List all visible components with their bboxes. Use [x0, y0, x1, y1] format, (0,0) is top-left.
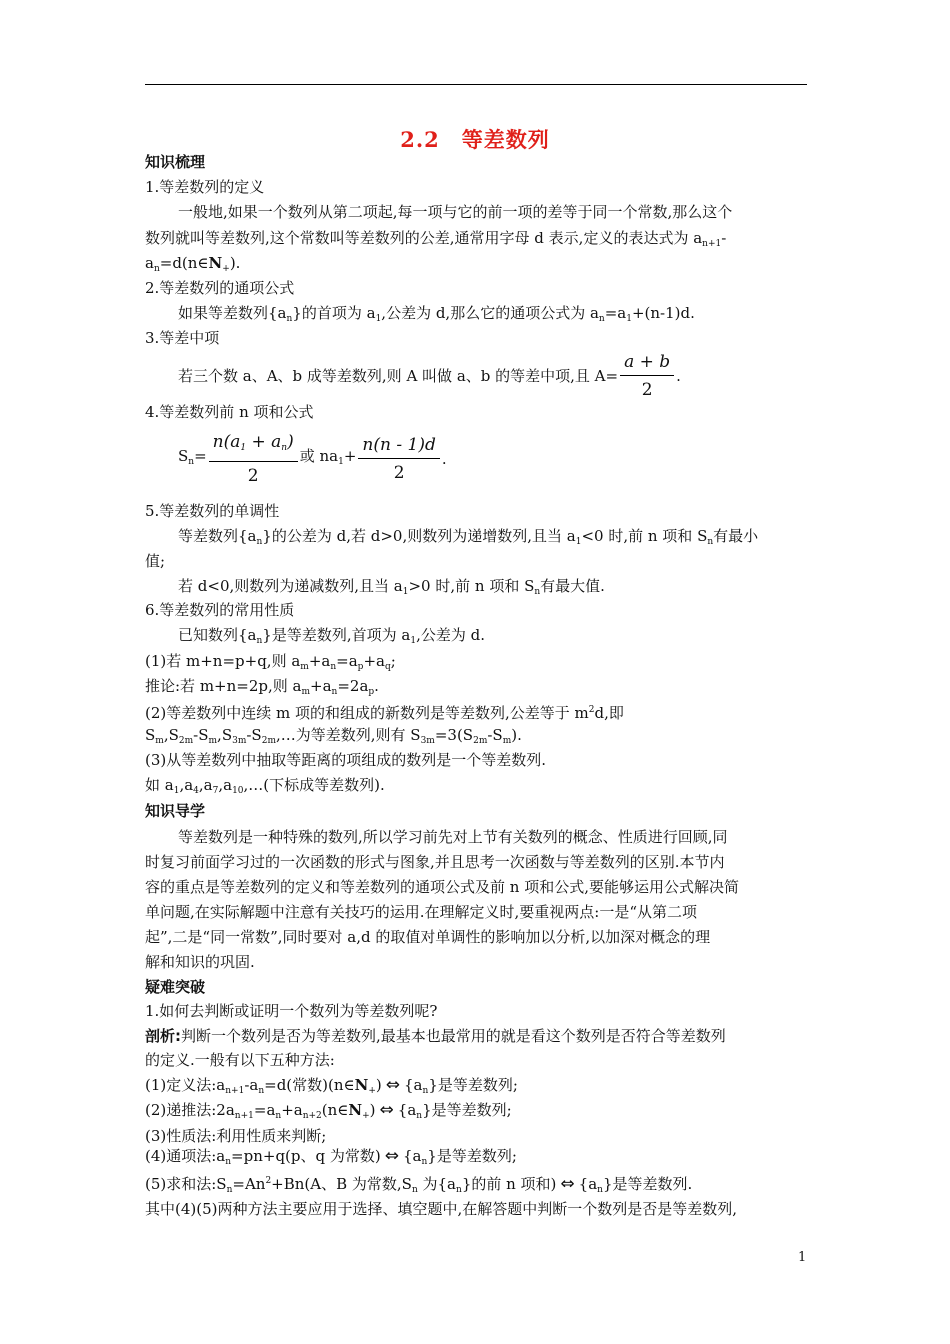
property-intro: 已知数列$\{a_n\}$是等差数列,首项为 $a_1$,公差为 d.	[178, 626, 485, 646]
method-2: (2)递推法$:2a_{n+1}=a_n+a_{n+2}(n\in N_+)$ ⇔ $\{a_n\}$是等差数列;	[145, 1100, 512, 1121]
property-corollary: 推论:若 m+n=2p,则 $a_m+a_n=2a_p$.	[145, 677, 379, 697]
sum-formula-line: $S_n=$ $\frac{n(a_1 + a_n)}{2}$ 或 $na_1+$ $\frac{n(n - 1)d}{2}$ .	[178, 432, 447, 486]
property-3: (3)从等差数列中抽取等距离的项组成的数列是一个等差数列.	[145, 751, 547, 769]
item-5-heading: 5.等差数列的单调性	[145, 502, 280, 520]
property-1: (1)若 m+n=p+q,则 $a_m+a_n=a_p+a_q$;	[145, 652, 396, 672]
definition-line-1: 一般地,如果一个数列从第二项起,每一项与它的前一项的差等于同一个常数,那么这个	[178, 203, 733, 221]
item-6-heading: 6.等差数列的常用性质	[145, 601, 295, 619]
method-1: (1)定义法$:a_{n+1}-a_n=d$(常数)$(n\in N_+)$ ⇔ $\{a_n\}$是等差数列;	[145, 1075, 518, 1096]
monotonic-line-3: 若 d<0,则数列为递减数列,且当 $a_1>0$ 时,前 n 项和 $S_n$有最大值.	[178, 577, 605, 597]
item-2-heading: 2.等差数列的通项公式	[145, 279, 295, 297]
sum-fraction-1: $\frac{n(a_1 + a_n)}{2}$	[209, 432, 298, 486]
method-4: (4)通项法$:a_n=pn+q(p$、q 为常数) ⇔ $\{a_n\}$是等差数列;	[145, 1146, 517, 1167]
property-2-sums: $S_m,S_{2m}-S_m,S_{3m}-S_{2m},\dots$为等差数列,则有 $S_{3m}=3(S_{2m}-S_m)$.	[145, 726, 522, 746]
guide-line-1: 等差数列是一种特殊的数列,所以学习前先对上节有关数列的概念、性质进行回顾,同	[178, 828, 728, 846]
guide-line-4: 单问题,在实际解题中注意有关技巧的运用.在理解定义时,要重视两点:一是“从第二项	[145, 903, 698, 921]
property-3-example: 如 $a_1,a_4,a_7,a_{10},\dots$(下标成等差数列).	[145, 776, 385, 796]
analysis-line-1: 剖析:判断一个数列是否为等差数列,最基本也最常用的就是看这个数列是否符合等差数列	[145, 1027, 726, 1045]
page-title: 2.2 等差数列	[400, 127, 550, 152]
section-heading-difficulty: 疑难突破	[145, 978, 206, 996]
definition-line-3: $a_n=d(n\in N_+)$.	[145, 254, 241, 274]
header-rule	[145, 84, 807, 85]
item-3-heading: 3.等差中项	[145, 329, 220, 347]
guide-line-5: 起”,二是“同一常数”,同时要对 a,d 的取值对单调性的影响加以分析,以加深对概念的理	[145, 928, 711, 946]
monotonic-line-2: 值;	[145, 552, 166, 570]
property-2: (2)等差数列中连续 m 项的和组成的新数列是等差数列,公差等于 $m^2d$,即	[145, 704, 624, 722]
general-term-line: 如果等差数列$\{a_n\}$的首项为 $a_1$,公差为 d,那么它的通项公式为 $a_n=a_1+(n-1)d$.	[178, 304, 695, 324]
analysis-line-2: 的定义.一般有以下五种方法:	[145, 1051, 335, 1069]
closing-line: 其中(4)(5)两种方法主要应用于选择、填空题中,在解答题中判断一个数列是否是等差数列,	[145, 1200, 738, 1218]
method-5: (5)求和法$:S_n=An^2+Bn(A$、B 为常数$,S_n$ 为$\{a_n\}$的前 n 项和) ⇔ $\{a_n\}$是等差数列.	[145, 1174, 693, 1195]
sum-fraction-2: $\frac{n(n - 1)d}{2}$	[358, 435, 439, 483]
method-3: (3)性质法:利用性质来判断;	[145, 1127, 327, 1145]
guide-line-6: 解和知识的巩固.	[145, 953, 255, 971]
monotonic-line-1: 等差数列$\{a_n\}$的公差为 d,若 d>0,则数列为递增数列,且当 $a_1<0$ 时,前 n 项和 $S_n$有最小	[178, 527, 759, 547]
middle-term-line: 若三个数 a、A、b 成等差数列,则 A 叫做 a、b 的等差中项,且 A= $\frac{a + b}{2}$ .	[178, 352, 681, 400]
section-heading-guide: 知识导学	[145, 802, 206, 820]
item-1-heading: 1.等差数列的定义	[145, 178, 265, 196]
definition-line-2: 数列就叫等差数列,这个常数叫等差数列的公差,通常用字母 d 表示,定义的表达式为 $a_{n+1}-$	[145, 229, 727, 249]
guide-line-3: 容的重点是等差数列的定义和等差数列的通项公式及前 n 项和公式,要能够运用公式解决简	[145, 878, 739, 896]
guide-line-2: 时复习前面学习过的一次函数的形式与图象,并且思考一次函数与等差数列的区别.本节内	[145, 853, 725, 871]
question-1: 1.如何去判断或证明一个数列为等差数列呢?	[145, 1002, 438, 1020]
page-number: 1	[798, 1250, 807, 1265]
item-4-heading: 4.等差数列前 n 项和公式	[145, 403, 314, 421]
middle-term-fraction: $\frac{a + b}{2}$	[620, 352, 674, 400]
section-heading-knowledge: 知识梳理	[145, 153, 206, 171]
